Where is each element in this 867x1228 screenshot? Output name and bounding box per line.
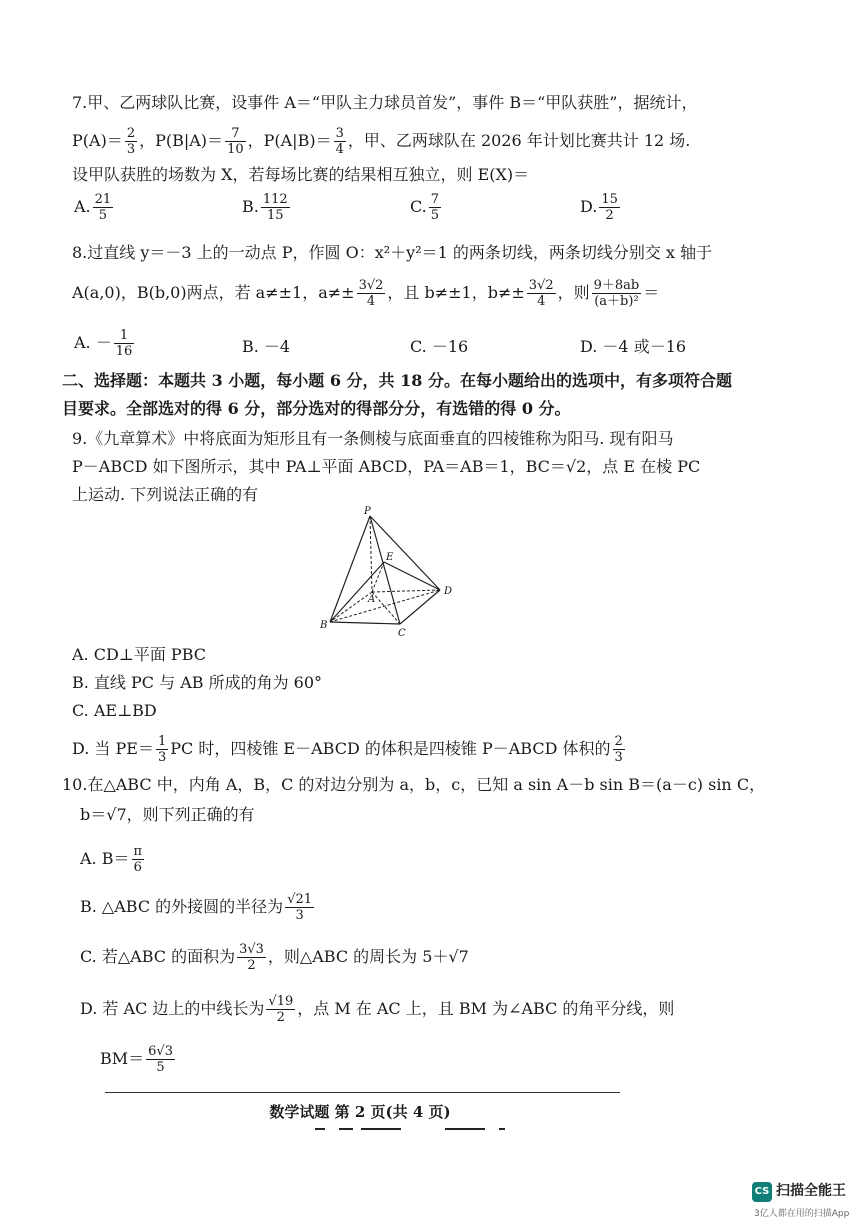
frac-num: 15	[601, 192, 618, 207]
q8-option-c: C. －16	[410, 337, 469, 356]
edge-cd	[400, 590, 440, 624]
footer-marks	[315, 1128, 515, 1134]
q7-fraction	[334, 126, 346, 157]
label-a: A	[368, 594, 376, 605]
option-fraction	[237, 942, 266, 973]
pyramid-figure	[312, 504, 462, 639]
frac-num: 112	[262, 192, 288, 207]
option-label: D.	[580, 197, 598, 216]
q8-option-d: D. －4 或－16	[580, 337, 687, 356]
q9-option-a: A. CD⊥平面 PBC	[72, 645, 206, 664]
option-fraction	[146, 1044, 175, 1075]
frac-den: 4	[366, 294, 376, 309]
frac-den: 15	[266, 208, 284, 223]
frac-num: √21	[287, 892, 313, 907]
option-label: A.	[74, 197, 91, 216]
option-fraction	[132, 844, 145, 875]
option-text: D. 当 PE＝	[72, 739, 154, 758]
q7-line-3: 设甲队获胜的场数为 X，若每场比赛的结果相互独立，则 E(X)＝	[72, 165, 530, 184]
q9-line-1: 9.《九章算术》中将底面为矩形且有一条侧棱与底面垂直的四棱锥称为阳马. 现有阳马	[72, 429, 674, 448]
camscanner-tagline: 3亿人都在用的扫描App	[754, 1209, 850, 1219]
option-text: PC 时，四棱锥 E－ABCD 的体积是四棱锥 P－ABCD 体积的	[170, 739, 611, 758]
option-fraction	[613, 734, 625, 765]
q7-line-1: 7.甲、乙两球队比赛，设事件 A＝“甲队主力球员首发”，事件 B＝“甲队获胜”，据统计，	[72, 93, 698, 112]
footer-mark	[361, 1128, 401, 1130]
q8-line-1: 8.过直线 y＝－3 上的一动点 P，作圆 O：x²＋y²＝1 的两条切线，两条切线分别交 x 轴于	[72, 243, 713, 262]
edge-ae	[372, 562, 384, 592]
page-footer: 数学试题 第 2 页(共 4 页)	[269, 1103, 451, 1121]
option-text: B. △ABC 的外接圆的半径为	[80, 897, 284, 916]
q9-option-c: C. AE⊥BD	[72, 701, 157, 720]
q7-fraction	[125, 126, 137, 157]
edge-eb	[330, 562, 384, 622]
q7-text: P(A)＝	[72, 131, 123, 150]
q8-fraction	[357, 278, 386, 309]
frac-den: 5	[430, 208, 440, 223]
q10-option-a	[80, 844, 827, 875]
edge-ad	[372, 590, 440, 592]
q8-line-2	[72, 278, 827, 309]
q8-text: ，且 b≠±1，b≠±	[387, 283, 525, 302]
frac-den: 3	[295, 908, 304, 923]
option-fraction	[285, 892, 314, 923]
option-text: C. 若△ABC 的面积为	[80, 947, 236, 966]
section2-heading-1: 二、选择题：本题共 3 小题，每小题 6 分，共 18 分。在每小题给出的选项中，有多项符合题	[62, 371, 732, 390]
frac-den: 5	[98, 208, 108, 223]
q7-text: ，P(A|B)＝	[247, 131, 332, 150]
frac-num: 3√2	[358, 278, 384, 293]
frac-den: 4	[537, 294, 546, 309]
frac-den: 2	[276, 1010, 285, 1025]
q10-option-c	[80, 942, 827, 973]
frac-den: 6	[133, 860, 142, 875]
frac-num: 3	[335, 126, 344, 141]
option-fraction	[599, 192, 620, 223]
section2-heading-2: 目要求。全部选对的得 6 分，部分选对的得部分分，有选错的得 0 分。	[62, 399, 571, 418]
q9-line-3: 上运动. 下列说法正确的有	[72, 485, 259, 504]
frac-den: 16	[115, 344, 133, 359]
frac-num: 9＋8ab	[593, 278, 640, 293]
option-text: ，则△ABC 的周长为 5＋√7	[267, 947, 469, 966]
option-text: A. B＝	[80, 849, 130, 868]
frac-num: 3√2	[528, 278, 554, 293]
footer-mark	[445, 1128, 485, 1130]
frac-num: 6√3	[148, 1044, 173, 1059]
frac-num: 1	[157, 734, 167, 749]
q10-line-2: b＝√7，则下列正确的有	[80, 805, 255, 824]
q9-line-2: P－ABCD 如下图所示，其中 PA⊥平面 ABCD，PA＝AB＝1，BC＝√2，点 E 在棱 PC	[72, 457, 701, 476]
footer-mark	[315, 1128, 325, 1130]
label-e: E	[386, 552, 394, 563]
frac-num: 3√3	[239, 942, 264, 957]
footer-mark	[339, 1128, 353, 1130]
frac-den: 3	[157, 750, 167, 765]
option-fraction	[93, 192, 114, 223]
frac-num: π	[133, 844, 143, 859]
q7-line-2	[72, 126, 827, 157]
label-p: P	[364, 506, 371, 517]
frac-num: 1	[114, 328, 135, 344]
q8-text: A(a,0)，B(b,0)两点，若 a≠±1，a≠±	[72, 283, 355, 302]
frac-den: (a＋b)²	[594, 294, 639, 309]
q8-fraction	[527, 278, 556, 309]
q7-option-d	[580, 192, 622, 223]
frac-num: 21	[94, 192, 112, 207]
option-fraction	[114, 328, 135, 359]
edge-bc	[330, 622, 400, 624]
q8-option-a	[74, 328, 136, 359]
q10-option-d-cont	[100, 1044, 827, 1075]
q8-fraction	[592, 278, 642, 309]
label-d: D	[444, 586, 453, 597]
frac-num: 7	[225, 126, 246, 142]
option-text: BM＝	[100, 1049, 145, 1068]
q8-text: ，则	[557, 283, 590, 302]
frac-num: 2	[126, 126, 136, 141]
camscanner-logo: CS	[752, 1182, 772, 1202]
footer-mark	[499, 1128, 505, 1130]
q7-fraction	[225, 126, 246, 157]
option-label: A. －	[74, 333, 112, 352]
camscanner-name: 扫描全能王	[776, 1183, 846, 1199]
edge-ed	[384, 562, 440, 590]
frac-den: 10	[227, 142, 244, 157]
frac-num: 7	[430, 192, 440, 207]
frac-den: 3	[126, 142, 136, 157]
q9-option-b: B. 直线 PC 与 AB 所成的角为 60°	[72, 673, 323, 692]
q9-option-d	[72, 734, 827, 765]
q7-text: ，P(B|A)＝	[139, 131, 224, 150]
q7-option-a	[74, 192, 115, 223]
frac-den: 5	[156, 1060, 165, 1075]
edge-bd	[330, 590, 440, 622]
option-label: B.	[242, 197, 259, 216]
edge-pa	[370, 516, 372, 592]
option-text: ，点 M 在 AC 上，且 BM 为∠ABC 的角平分线，则	[297, 999, 675, 1018]
frac-den: 2	[605, 208, 614, 223]
q10-option-b	[80, 892, 827, 923]
frac-num: √19	[268, 994, 294, 1009]
q10-option-d	[80, 994, 827, 1025]
q8-option-b: B. －4	[242, 337, 291, 356]
footer-rule	[105, 1092, 620, 1093]
frac-den: 4	[335, 142, 344, 157]
option-fraction	[429, 192, 441, 223]
frac-num: 2	[614, 734, 623, 749]
option-text: D. 若 AC 边上的中线长为	[80, 999, 265, 1018]
frac-den: 3	[614, 750, 623, 765]
option-fraction	[266, 994, 295, 1025]
option-fraction	[156, 734, 168, 765]
q7-text: ，甲、乙两球队在 2026 年计划比赛共计 12 场.	[347, 131, 691, 150]
edge-pb	[330, 516, 370, 622]
q10-line-1: 10.在△ABC 中，内角 A，B，C 的对边分别为 a，b，c，已知 a sin A－b sin B＝(a－c) sin C，	[62, 775, 766, 794]
frac-den: 2	[247, 958, 256, 973]
option-label: C.	[410, 197, 427, 216]
q8-text: ＝	[643, 283, 660, 302]
option-fraction	[261, 192, 290, 223]
label-c: C	[398, 628, 406, 639]
q7-option-b	[242, 192, 292, 223]
label-b: B	[320, 620, 328, 631]
q7-option-c	[410, 192, 443, 223]
